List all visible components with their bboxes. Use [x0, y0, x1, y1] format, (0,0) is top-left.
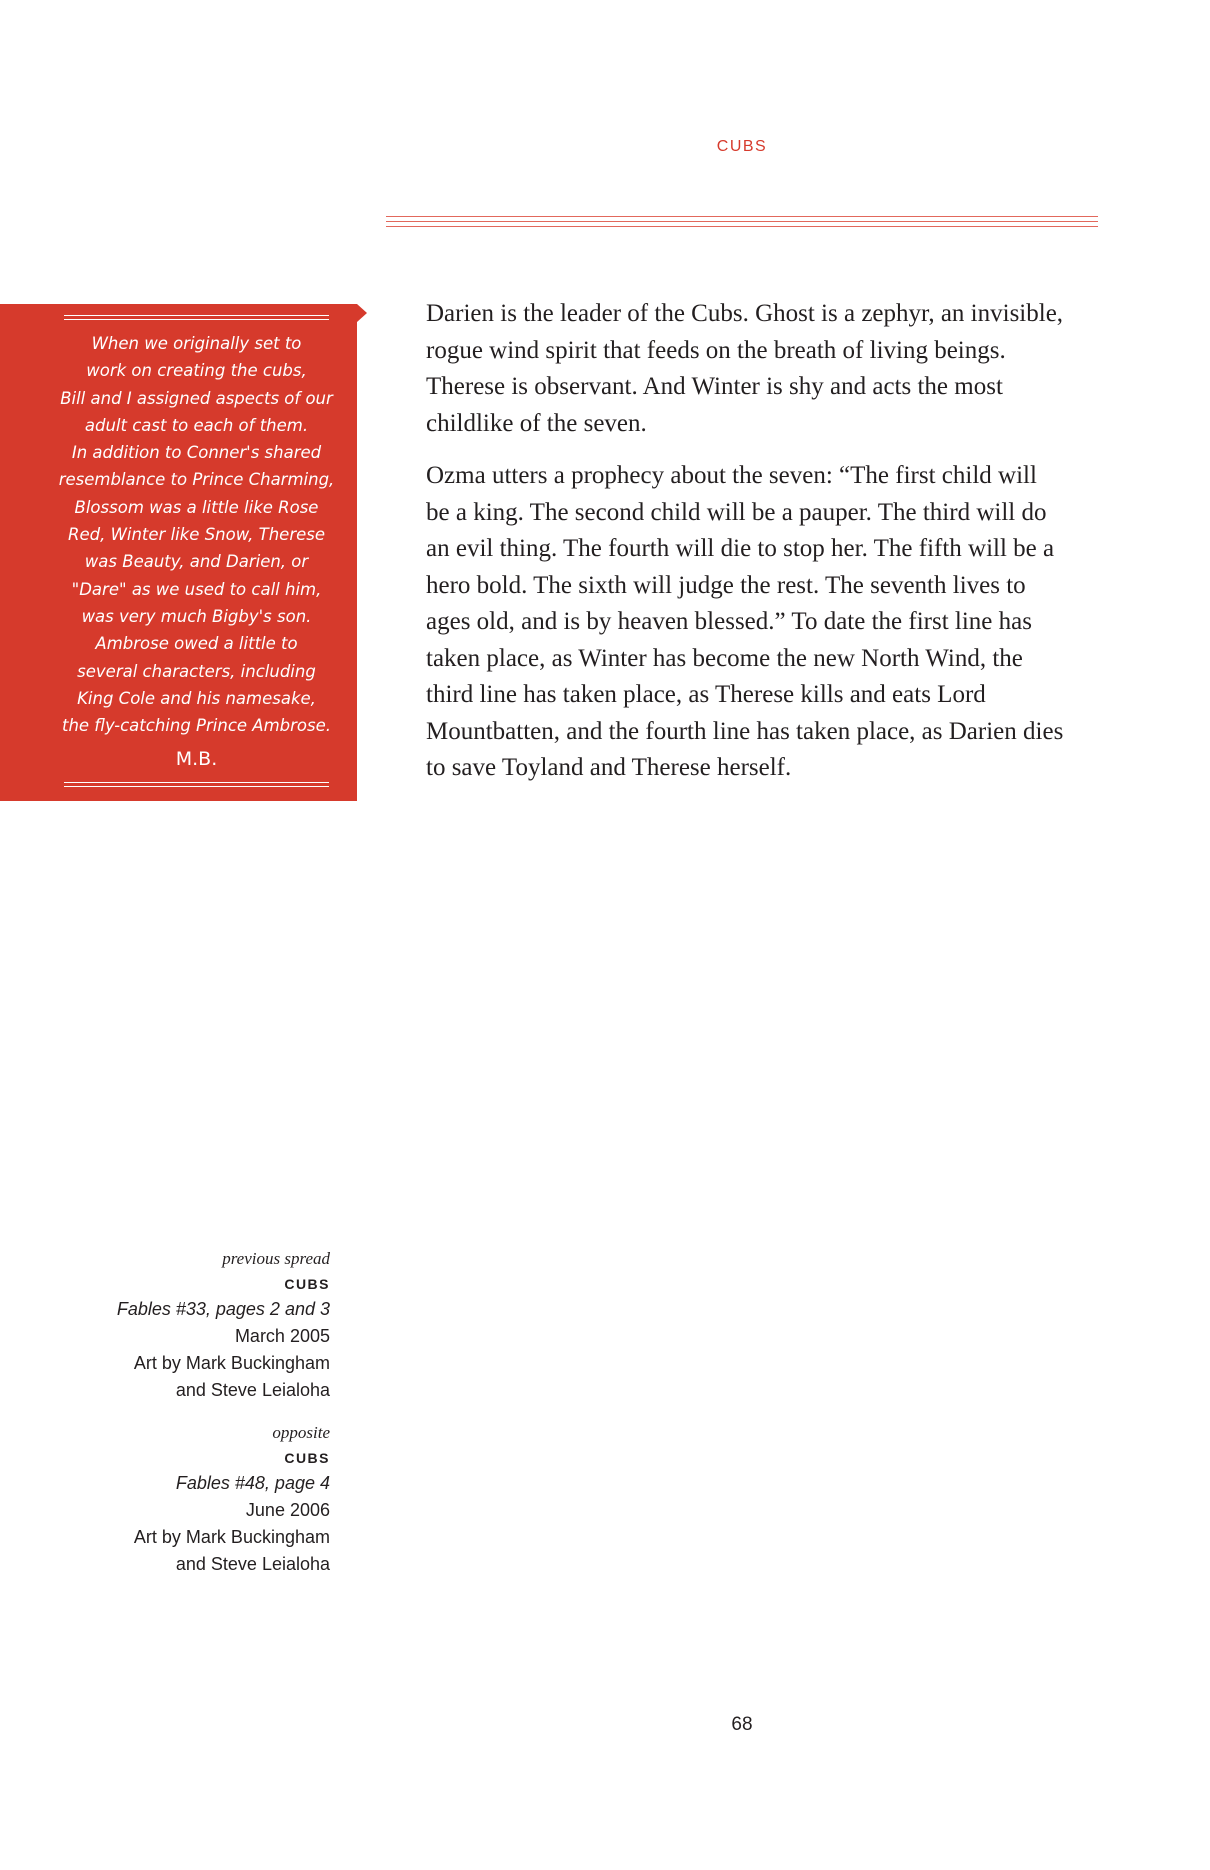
quote-line: Red, Winter like Snow, Therese — [67, 525, 326, 545]
quote-line: was very much Bigby's son. — [81, 606, 312, 626]
credit-previous-spread — [80, 1246, 330, 1404]
quote-line: Bill and I assigned aspects of our — [60, 388, 333, 408]
credit-issue: Fables #48, page 4 — [175, 1473, 330, 1493]
quote-line: Ambrose owed a little to — [95, 634, 298, 654]
quote-line: When we originally set to — [91, 334, 302, 353]
credit-opposite — [80, 1420, 330, 1578]
credit-date: March 2005 — [234, 1326, 330, 1346]
quote-line: adult cast to each of them. — [84, 415, 309, 435]
credit-title: CUBS — [284, 1276, 330, 1292]
credit-art: and Steve Leialoha — [175, 1380, 330, 1400]
credit-art: Art by Mark Buckingham — [133, 1527, 330, 1547]
sidebar-signature: M.B. — [175, 748, 218, 770]
quote-line: "Dare" as we used to call him, — [71, 579, 322, 599]
page-number: 68 — [731, 1714, 753, 1735]
credit-title: CUBS — [284, 1450, 330, 1466]
quote-line: In addition to Conner's shared — [71, 443, 322, 463]
quote-line: the fly-catching Prince Ambrose. — [61, 716, 331, 736]
quote-line: work on creating the cubs, — [86, 361, 307, 381]
sidebar-top-rule — [64, 315, 329, 323]
quote-line: Blossom was a little like Rose — [74, 497, 319, 517]
body-paragraph: Darien is the leader of the Cubs. Ghost is a zephyr, an invisible, rogue wind spirit that feeds on the breath of living beings. Therese is observant. And Winter is shy and acts the most childlike of the seven. — [426, 300, 1064, 437]
quote-line: King Cole and his namesake, — [77, 688, 316, 708]
credit-date: June 2006 — [245, 1500, 330, 1520]
credit-kicker: previous spread — [222, 1249, 330, 1268]
credit-kicker: opposite — [272, 1423, 330, 1442]
main-text — [426, 296, 1066, 803]
credit-art: Art by Mark Buckingham — [133, 1353, 330, 1373]
credit-issue: Fables #33, pages 2 and 3 — [116, 1299, 330, 1319]
credit-art: and Steve Leialoha — [175, 1554, 330, 1574]
image-credits — [80, 1246, 330, 1594]
body-paragraph: Ozma utters a prophecy about the seven: “The first child will be a king. The second child will be a pauper. The third will do an evil thing. The fourth will die to stop her. The fifth will be a hero bold. The sixth will judge the rest. The seventh lives to ages old, and is by heaven blessed.” To date the first line has taken place, as Winter has become the new North Wind, the third line has taken place, as Therese kills and eats Lord Mountbatten, and the fourth line has taken place, as Darien dies to save Toyland and Therese herself. — [426, 462, 1064, 781]
running-head: CUBS — [716, 138, 768, 155]
sidebar-bottom-rule — [64, 782, 329, 790]
sidebar-notch — [357, 304, 367, 322]
header-rule — [386, 216, 1098, 231]
quote-line: several characters, including — [77, 661, 316, 681]
quote-line: resemblance to Prince Charming, — [58, 470, 335, 490]
quote-line: was Beauty, and Darien, or — [84, 552, 309, 572]
sidebar-quote — [40, 330, 353, 739]
sidebar-quote-box — [0, 304, 357, 801]
